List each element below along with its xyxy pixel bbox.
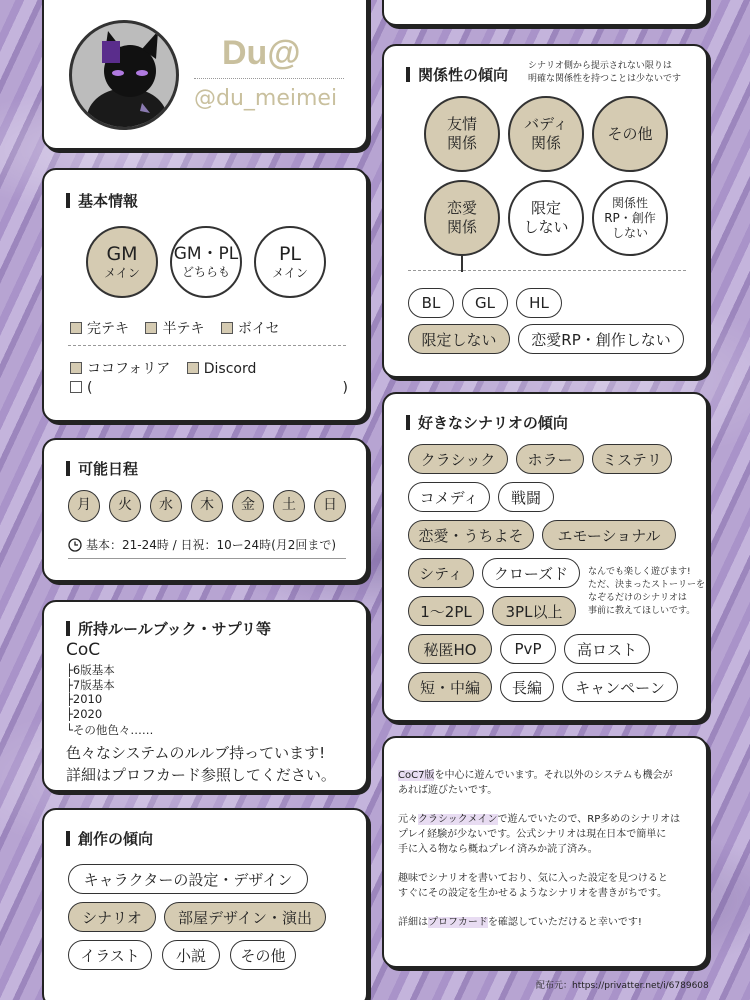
creation-tag: 小説 bbox=[162, 940, 220, 970]
system-name: CoC bbox=[66, 640, 101, 660]
orientation-tag: HL bbox=[516, 288, 562, 318]
rulebook-item: ├7版基本 bbox=[66, 678, 115, 692]
orientation-tag: 限定しない bbox=[408, 324, 510, 354]
style-options: 完テキ 半テキ ボイセ bbox=[70, 318, 280, 338]
divider bbox=[68, 345, 346, 346]
scenario-tag: エモーショナル bbox=[542, 520, 676, 550]
checkbox bbox=[187, 362, 199, 374]
scenario-tag: PvP bbox=[500, 634, 556, 664]
checkbox bbox=[145, 322, 157, 334]
divider bbox=[408, 270, 686, 271]
scenario-note: ただ、決まったストーリーを bbox=[588, 580, 706, 590]
day-1: 火 bbox=[109, 490, 141, 522]
basic-info-card bbox=[42, 168, 368, 422]
creation-tag: その他 bbox=[230, 940, 296, 970]
section-heading: 創作の傾向 bbox=[66, 828, 153, 849]
rulebook-item: ├6版基本 bbox=[66, 663, 115, 677]
section-heading: 基本情報 bbox=[66, 190, 138, 211]
clock-icon bbox=[68, 538, 82, 552]
rulebook-note: 色々なシステムのルルブ持っています! bbox=[66, 744, 326, 762]
relation-unlimited: 限定 しない bbox=[508, 180, 584, 256]
section-heading: 可能日程 bbox=[66, 458, 138, 479]
scenario-tag: 短・中編 bbox=[408, 672, 492, 702]
credit-link[interactable]: 配布元：https://privatter.net/i/6789608 bbox=[536, 981, 709, 991]
rulebook-card bbox=[42, 600, 368, 792]
schedule-card bbox=[42, 438, 368, 582]
scenario-tag: 戦闘 bbox=[498, 482, 554, 512]
creation-tag: キャラクターの設定・デザイン bbox=[68, 864, 308, 894]
divider bbox=[68, 558, 346, 559]
scenario-tag: 恋愛・うちよそ bbox=[408, 520, 534, 550]
scenario-tag: 高ロスト bbox=[564, 634, 650, 664]
scenario-tag: クラシック bbox=[408, 444, 508, 474]
scenario-tag: クローズド bbox=[482, 558, 580, 588]
relation-friendship: 友情 関係 bbox=[424, 96, 500, 172]
avatar bbox=[69, 20, 179, 130]
day-0: 月 bbox=[68, 490, 100, 522]
blank-card bbox=[382, 0, 708, 26]
scenario-tag: 1〜2PL bbox=[408, 596, 484, 626]
role-gm-pl: GM・PL どちらも bbox=[170, 226, 242, 298]
section-heading: 好きなシナリオの傾向 bbox=[406, 412, 568, 433]
scenario-note: 事前に教えてほしいです。 bbox=[588, 606, 696, 616]
scenario-card bbox=[382, 392, 708, 722]
scenario-tag: コメディ bbox=[408, 482, 490, 512]
section-heading: 所持ルールブック・サプリ等 bbox=[66, 618, 271, 639]
rulebook-item: └その他色々…… bbox=[66, 723, 154, 737]
scenario-tag: ミステリ bbox=[592, 444, 672, 474]
scenario-tag: キャンペーン bbox=[562, 672, 678, 702]
other-tool: ( ) bbox=[70, 380, 348, 396]
relations-note: 明確な関係性を持つことは少ないです bbox=[528, 74, 682, 84]
creation-card bbox=[42, 808, 368, 1000]
rulebook-item: ├2020 bbox=[66, 707, 103, 721]
scenario-tag: シティ bbox=[408, 558, 474, 588]
checkbox bbox=[70, 362, 82, 374]
orientation-tag: BL bbox=[408, 288, 454, 318]
relation-romance: 恋愛 関係 bbox=[424, 180, 500, 256]
rulebook-item: ├2010 bbox=[66, 692, 103, 706]
relation-other: その他 bbox=[592, 96, 668, 172]
creation-tag: 部屋デザイン・演出 bbox=[164, 902, 326, 932]
relations-note: シナリオ側から提示されない限りは bbox=[528, 61, 672, 71]
role-pl-main: PL メイン bbox=[254, 226, 326, 298]
section-heading: 関係性の傾向 bbox=[406, 64, 508, 85]
free-text-card bbox=[382, 736, 708, 968]
day-6: 日 bbox=[314, 490, 346, 522]
role-gm-main: GM メイン bbox=[86, 226, 158, 298]
day-2: 水 bbox=[150, 490, 182, 522]
relation-buddy: バディ 関係 bbox=[508, 96, 584, 172]
rulebook-note: 詳細はプロフカード参照してください。 bbox=[66, 766, 336, 784]
scenario-tag: 秘匿HO bbox=[408, 634, 492, 664]
relation-no-rp: 関係性 RP・創作 しない bbox=[592, 180, 668, 256]
scenario-tag: 3PL以上 bbox=[492, 596, 576, 626]
creation-tag: イラスト bbox=[68, 940, 152, 970]
profile-handle: @du_meimei bbox=[194, 86, 338, 111]
orientation-tag: GL bbox=[462, 288, 508, 318]
checkbox bbox=[70, 381, 82, 393]
scenario-note: なんでも楽しく遊びます! bbox=[588, 567, 691, 577]
day-3: 木 bbox=[191, 490, 223, 522]
checkbox bbox=[221, 322, 233, 334]
scenario-note: なぞるだけのシナリオは bbox=[588, 593, 687, 603]
profile-card bbox=[42, 0, 368, 150]
divider bbox=[194, 78, 344, 79]
free-text: CoC7版を中心に遊んでいます。それ以外のシステムも機会が あれば遊びたいです。 元々クラシックメインで遊んでいたので、RP多めのシナリオは プレイ経験が少ないです。公式シナリオは現在日本で簡単に 手に入る物なら概ねプレイ済みか読了済み。 趣味でシナリオを書いており、気に入った設定を見つけると すぐにその設定を生かせるようなシナリオを書きがちです。 詳細はプロフカードを確認していただけると幸いです! bbox=[398, 770, 681, 928]
creation-tag: シナリオ bbox=[68, 902, 156, 932]
scenario-tag: ホラー bbox=[516, 444, 584, 474]
day-5: 土 bbox=[273, 490, 305, 522]
schedule-note: 基本：21-24時 / 日祝：10ー24時(月2回まで) bbox=[68, 536, 336, 553]
relations-card bbox=[382, 44, 708, 378]
day-4: 金 bbox=[232, 490, 264, 522]
profile-name: Du@ bbox=[222, 34, 301, 72]
scenario-tag: 長編 bbox=[500, 672, 554, 702]
checkbox bbox=[70, 322, 82, 334]
tool-options: ココフォリア Discord bbox=[70, 358, 256, 378]
orientation-tag: 恋愛RP・創作しない bbox=[518, 324, 684, 354]
